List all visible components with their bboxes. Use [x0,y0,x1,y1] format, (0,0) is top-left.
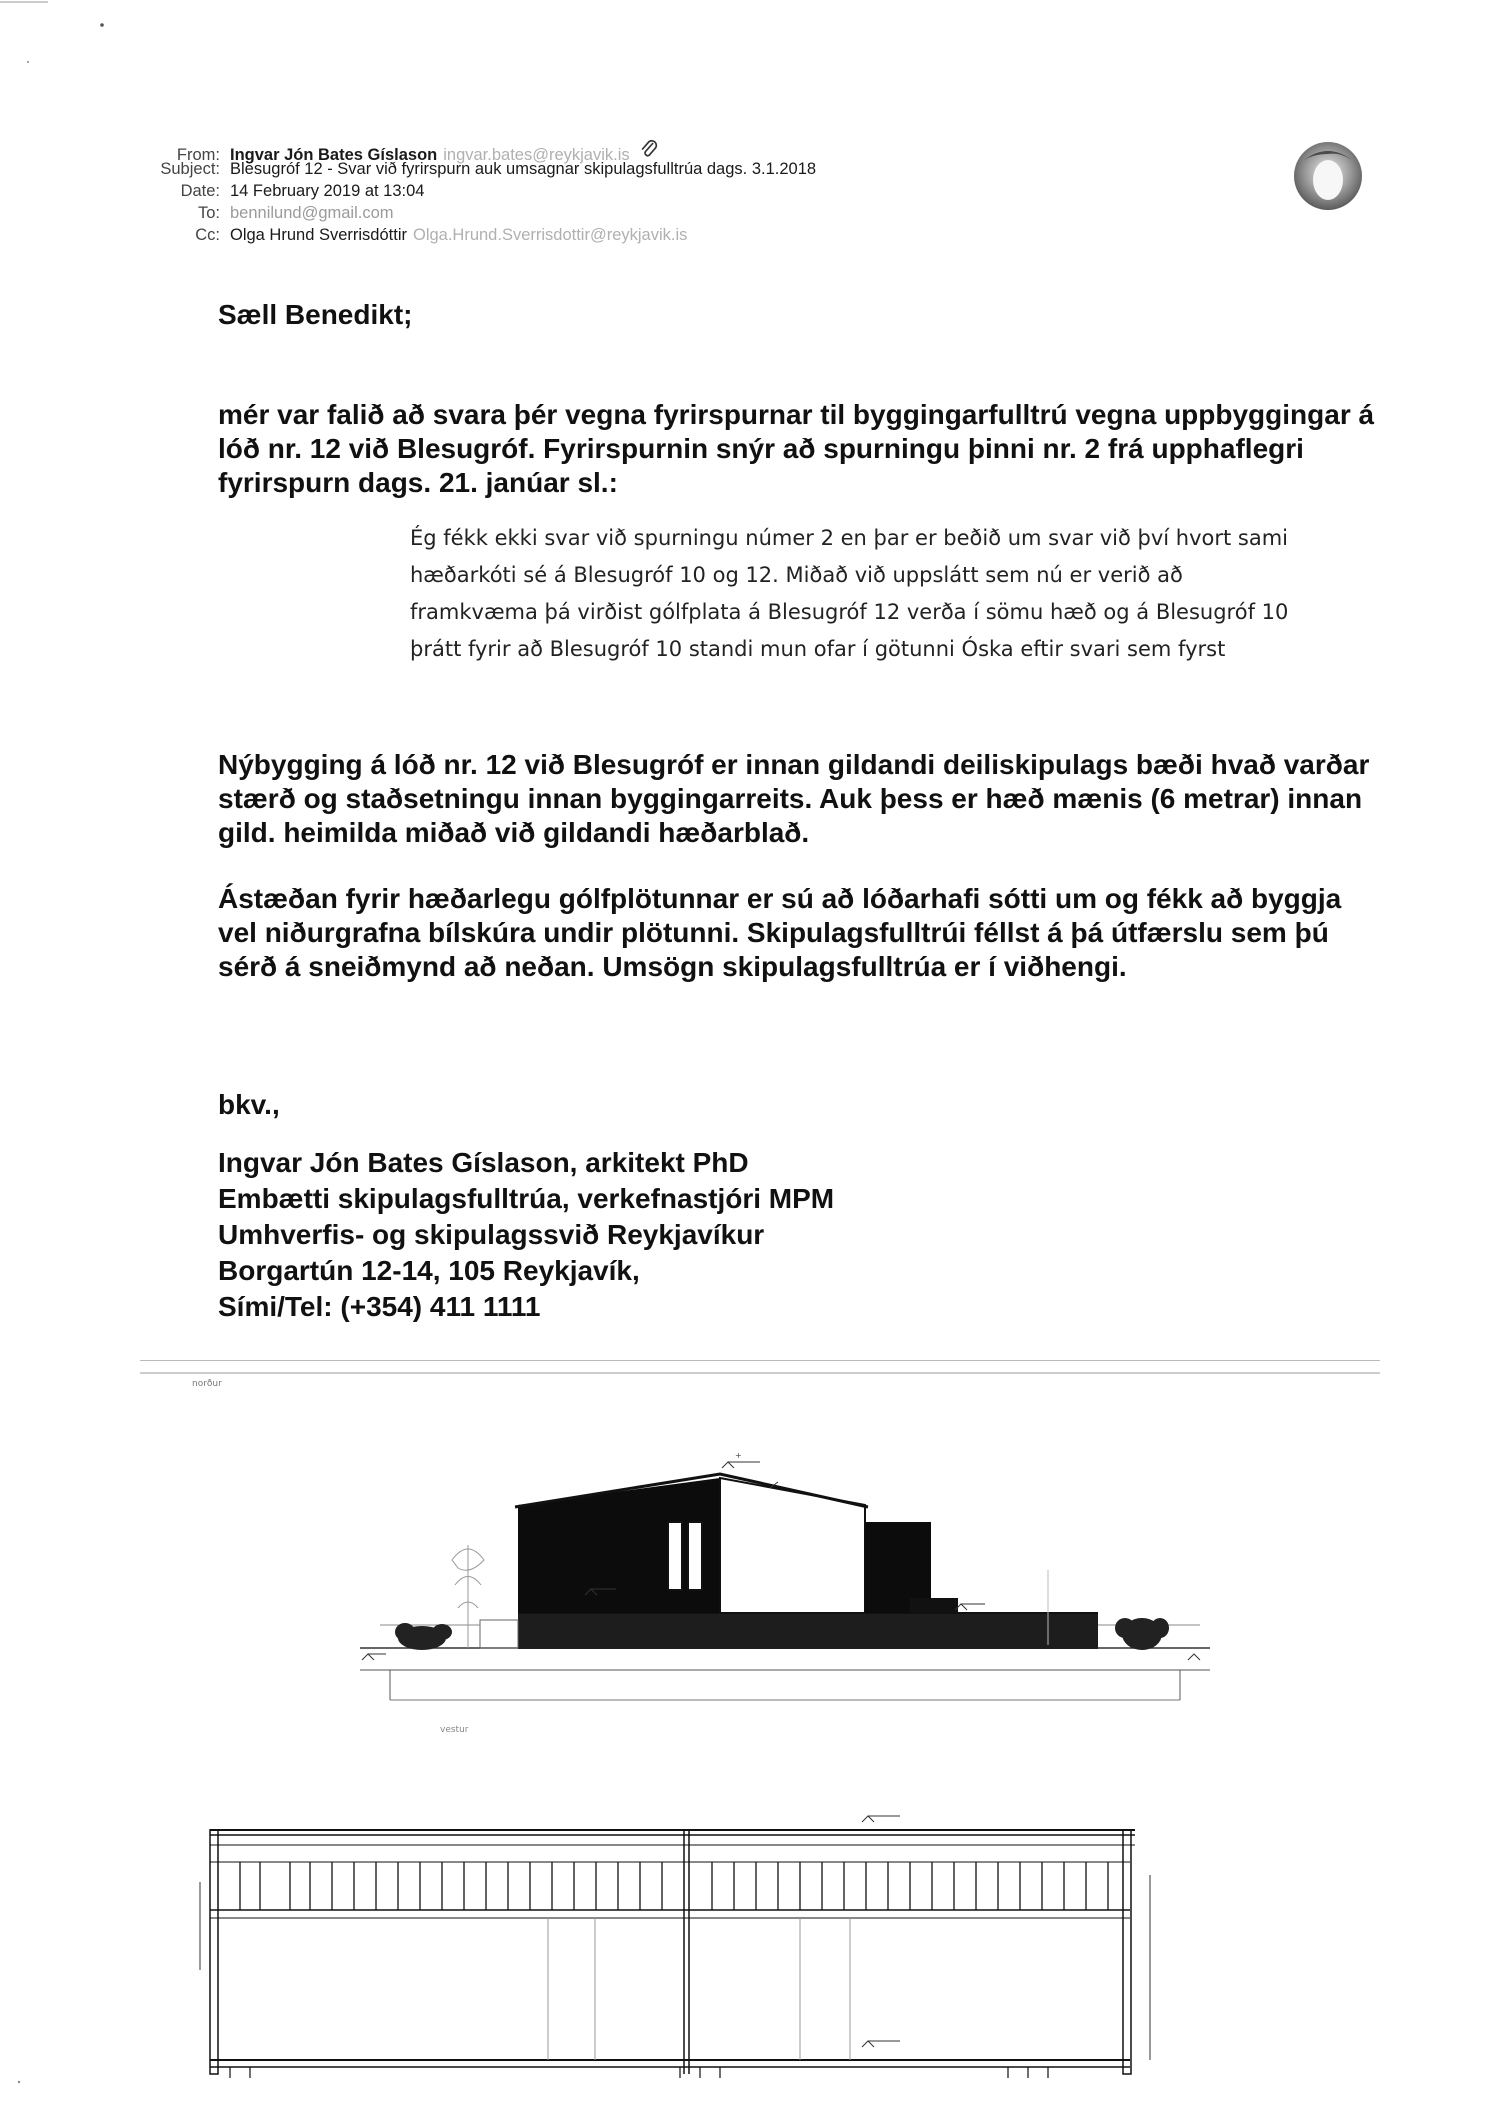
signature-line: Ingvar Jón Bates Gíslason, arkitekt PhD [218,1147,749,1178]
signoff: bkv., [218,1089,280,1120]
from-label: From: [176,146,220,164]
to-address[interactable]: bennilund@gmail.com [230,204,394,222]
cc-address[interactable]: Olga.Hrund.Sverrisdottir@reykjavik.is [412,226,688,244]
svg-text:+: + [735,1451,742,1460]
paragraph-1: mér var falið að svara þér vegna fyrirspurnar til byggingarfulltrú vegna uppbyggingar á lóð nr. 12 við Blesugróf. Fyrirspurnin snýr að spurningu þinni nr. 2 frá upphaflegri fyrirspurn dags. 21. janúar sl.: [218,399,1375,498]
architectural-drawings [0,1370,1500,2120]
sender-address[interactable]: ingvar.bates@reykjavik.is [443,146,630,164]
scan-marks [0,0,200,80]
from-row [100,138,1000,164]
divider [140,1360,1380,1361]
avatar [1290,138,1366,214]
date-row [100,182,1000,204]
drawing-top-label: norður [192,1379,222,1389]
signature-line: Sími/Tel: (+354) 411 1111 [218,1291,541,1322]
subject-value: Blesugróf 12 - Svar við fyrirspurn auk umsagnar skipulagsfulltrúa dags. 3.1.2018 [230,160,817,178]
signature-line: Umhverfis- og skipulagssvið Reykjavíkur [218,1219,765,1250]
elevation-label: vestur [440,1725,469,1735]
cc-label: Cc: [195,226,220,244]
cc-row [100,226,1000,248]
date-value: 14 February 2019 at 13:04 [230,182,425,200]
signature-block [218,1146,834,1326]
subject-label: Subject: [160,160,220,178]
greeting: Sæll Benedikt; [218,299,413,330]
quoted-question: Ég fékk ekki svar við spurningu númer 2 en þar er beðið um svar við því hvort sami hæðarkóti sé á Blesugróf 10 og 12. Miðað við uppslátt sem nú er verið að framkvæma þá virðist gólfplata á Blesugróf 12 verða í sömu hæð og á Blesugróf 10 þrátt fyrir að Blesugróf 10 standi mun ofar í götunni Óska eftir svari sem fyrst [410,526,1289,661]
section-drawing [200,1816,1150,2078]
to-label: To: [197,204,220,222]
elevation-drawing [360,1451,1210,1735]
date-label: Date: [180,182,220,200]
paragraph-3: Ástæðan fyrir hæðarlegu gólfplötunnar er sú að lóðarhafi sótti um og fékk að byggja vel niðurgrafna bílskúra undir plötunni. Skipulagsfulltrúi féllst á þá útfærslu sem þú sérð á sneiðmynd að neðan. Umsögn skipulagsfulltrúa er í viðhengi. [218,883,1342,982]
subject-row [100,160,1000,182]
attachment-icon[interactable] [638,138,660,160]
paragraph-2: Nýbygging á lóð nr. 12 við Blesugróf er innan gildandi deiliskipulags bæði hvað varðar stærð og staðsetningu innan byggingarreits. Auk þess er hæð mænis (6 metrar) innan gild. heimilda miðað við gildandi hæðarblað. [218,749,1370,848]
sender-name[interactable]: Ingvar Jón Bates Gíslason [230,146,438,164]
cc-name[interactable]: Olga Hrund Sverrisdóttir [230,226,407,244]
email-header [100,138,1000,248]
signature-line: Borgartún 12-14, 105 Reykjavík, [218,1255,640,1286]
signature-line: Embætti skipulagsfulltrúa, verkefnastjóri MPM [218,1183,835,1214]
to-row [100,204,1000,226]
